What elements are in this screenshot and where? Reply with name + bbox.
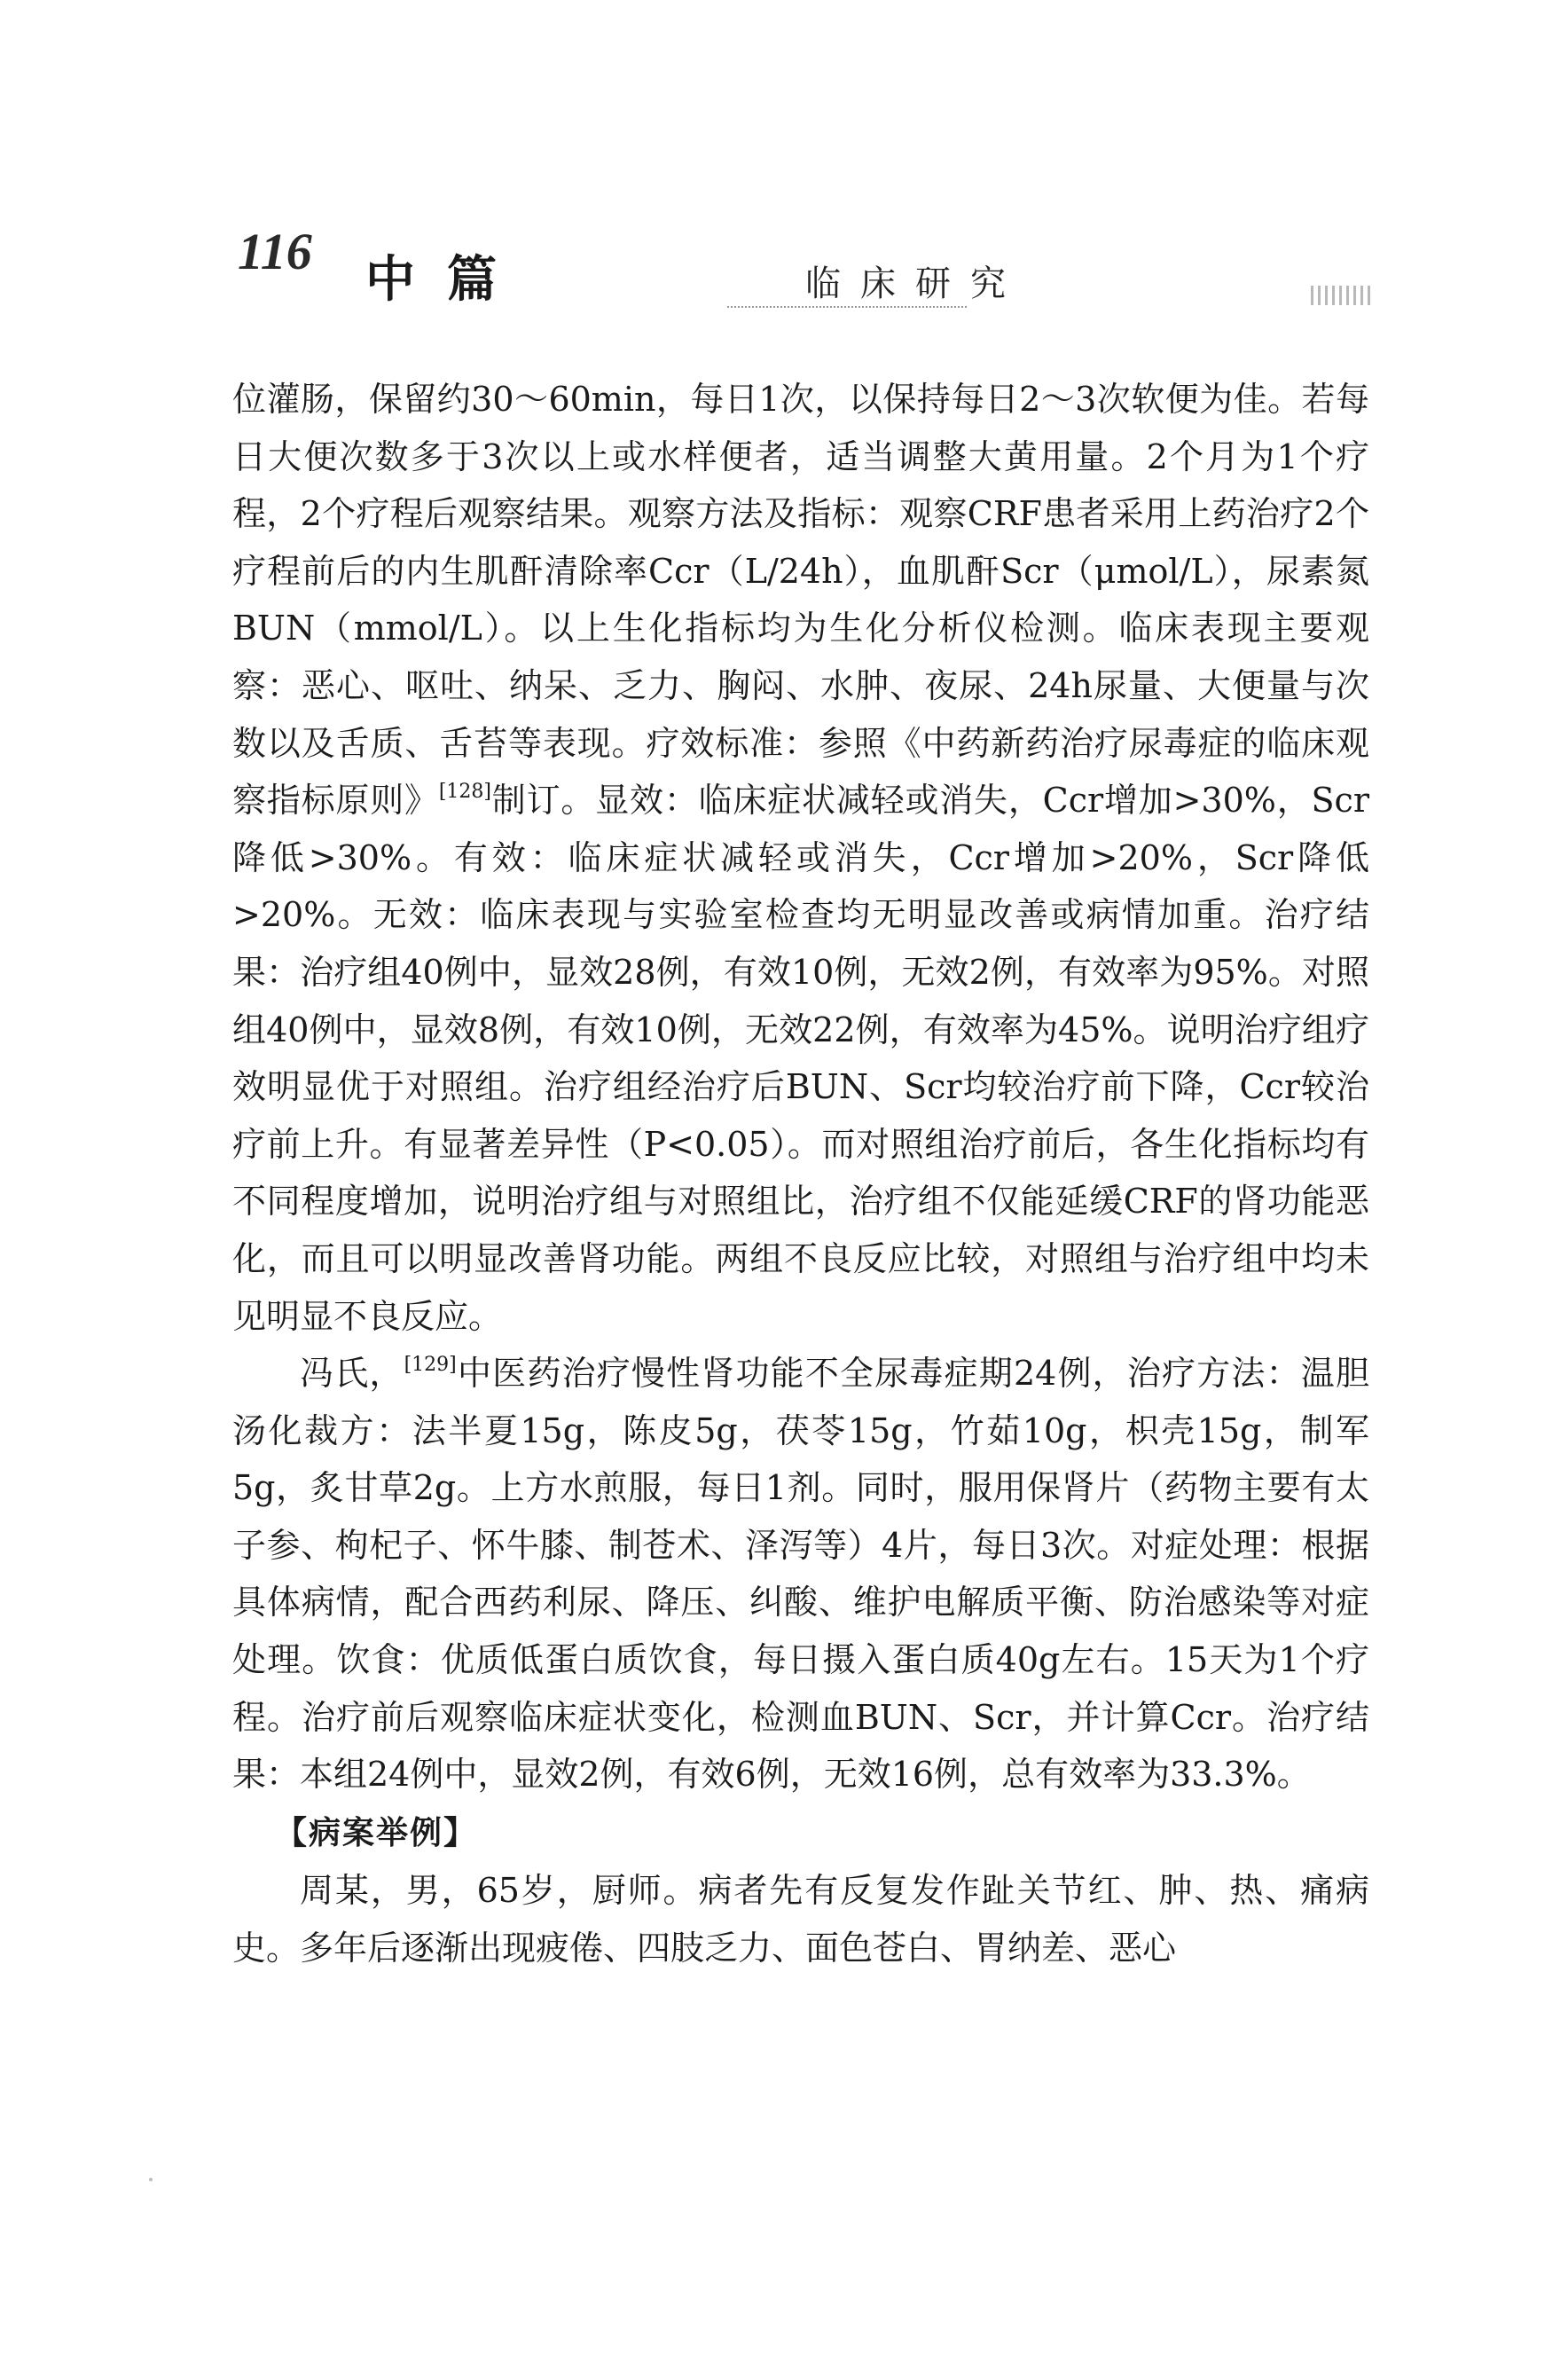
case-heading-label: 【病案举例】 (275, 1814, 478, 1851)
header-decoration (1311, 286, 1373, 305)
scan-speck (149, 2178, 153, 2181)
paragraph-case-report (232, 1862, 1369, 1976)
paragraph-text: 冯氏， (300, 1354, 404, 1394)
paragraph-text: 位灌肠，保留约30～60min，每日1次，以保持每日2～3次软便为佳。若每日大便次数多于3次以上或水样便者，适当调整大黄用量。2个月为1个疗程，2个疗程后观察结果。观察方法及指标：观察CRF患者采用上药治疗2个疗程前后的内生肌酐清除率Ccr（L/24h），血肌酐Scr（μmol/L），尿素氮BUN（mmol/L）。以上生化指标均为生化分析仪检测。临床表现主要观察：恶心、呕吐、纳呆、乏力、胸闷、水肿、夜尿、24h尿量、大便量与次数以及舌质、舌苔等表现。疗效标准：参照《中药新药治疗尿毒症的临床观察指标原则》 (232, 380, 1369, 821)
paragraph-feng-study (232, 1345, 1369, 1803)
paragraph-text: 中医药治疗慢性肾功能不全尿毒症期24例，治疗方法：温胆汤化裁方：法半夏15g，陈皮5g，茯苓15g，竹茹10g，枳壳15g，制军5g，炙甘草2g。上方水煎服，每日1剂。同时，服用保肾片（药物主要有太子参、枸杞子、怀牛膝、制苍术、泽泻等）4片，每日3次。对症处理：根据具体病情，配合西药利尿、降压、纠酸、维护电解质平衡、防治感染等对症处理。饮食：优质低蛋白质饮食，每日摄入蛋白质40g左右。15天为1个疗程。治疗前后观察临床症状变化，检测血BUN、Scr，并计算Ccr。治疗结果：本组24例中，显效2例，有效6例，无效16例，总有效率为33.3%。 (232, 1354, 1369, 1795)
header-rule (727, 306, 967, 308)
paragraph-treatment-method (232, 371, 1369, 1345)
paragraph-text: 制订。显效：临床症状减轻或消失，Ccr增加>30%，Scr降低>30%。有效：临床症状减轻或消失，Ccr增加>20%，Scr降低>20%。无效：临床表现与实验室检查均无明显改善或病情加重。治疗结果：治疗组40例中，显效28例，有效10例，无效2例，有效率为95%。对照组40例中，显效8例，有效10例，无效22例，有效率为45%。说明治疗组疗效明显优于对照组。治疗组经治疗后BUN、Scr均较治疗前下降，Ccr较治疗前上升。有显著差异性（P<0.05）。而对照组治疗前后，各生化指标均有不同程度增加，说明治疗组与对照组比，治疗组不仅能延缓CRF的肾功能恶化，而且可以明显改善肾功能。两组不良反应比较，对照组与治疗组中均未见明显不良反应。 (232, 781, 1369, 1336)
part-title: 中篇 (365, 251, 529, 309)
section-title: 临床研究 (805, 263, 1025, 304)
reference-marker: [128] (438, 781, 491, 804)
body-text (232, 371, 1369, 1977)
case-heading (232, 1803, 1369, 1863)
paragraph-text: 周某，男，65岁，厨师。病者先有反复发作趾关节红、肿、热、痛病史。多年后逐渐出现疲倦、四肢乏力、面色苍白、胃纳差、恶心 (232, 1871, 1369, 1968)
reference-marker: [129] (404, 1354, 457, 1377)
page-number: 116 (238, 223, 312, 280)
